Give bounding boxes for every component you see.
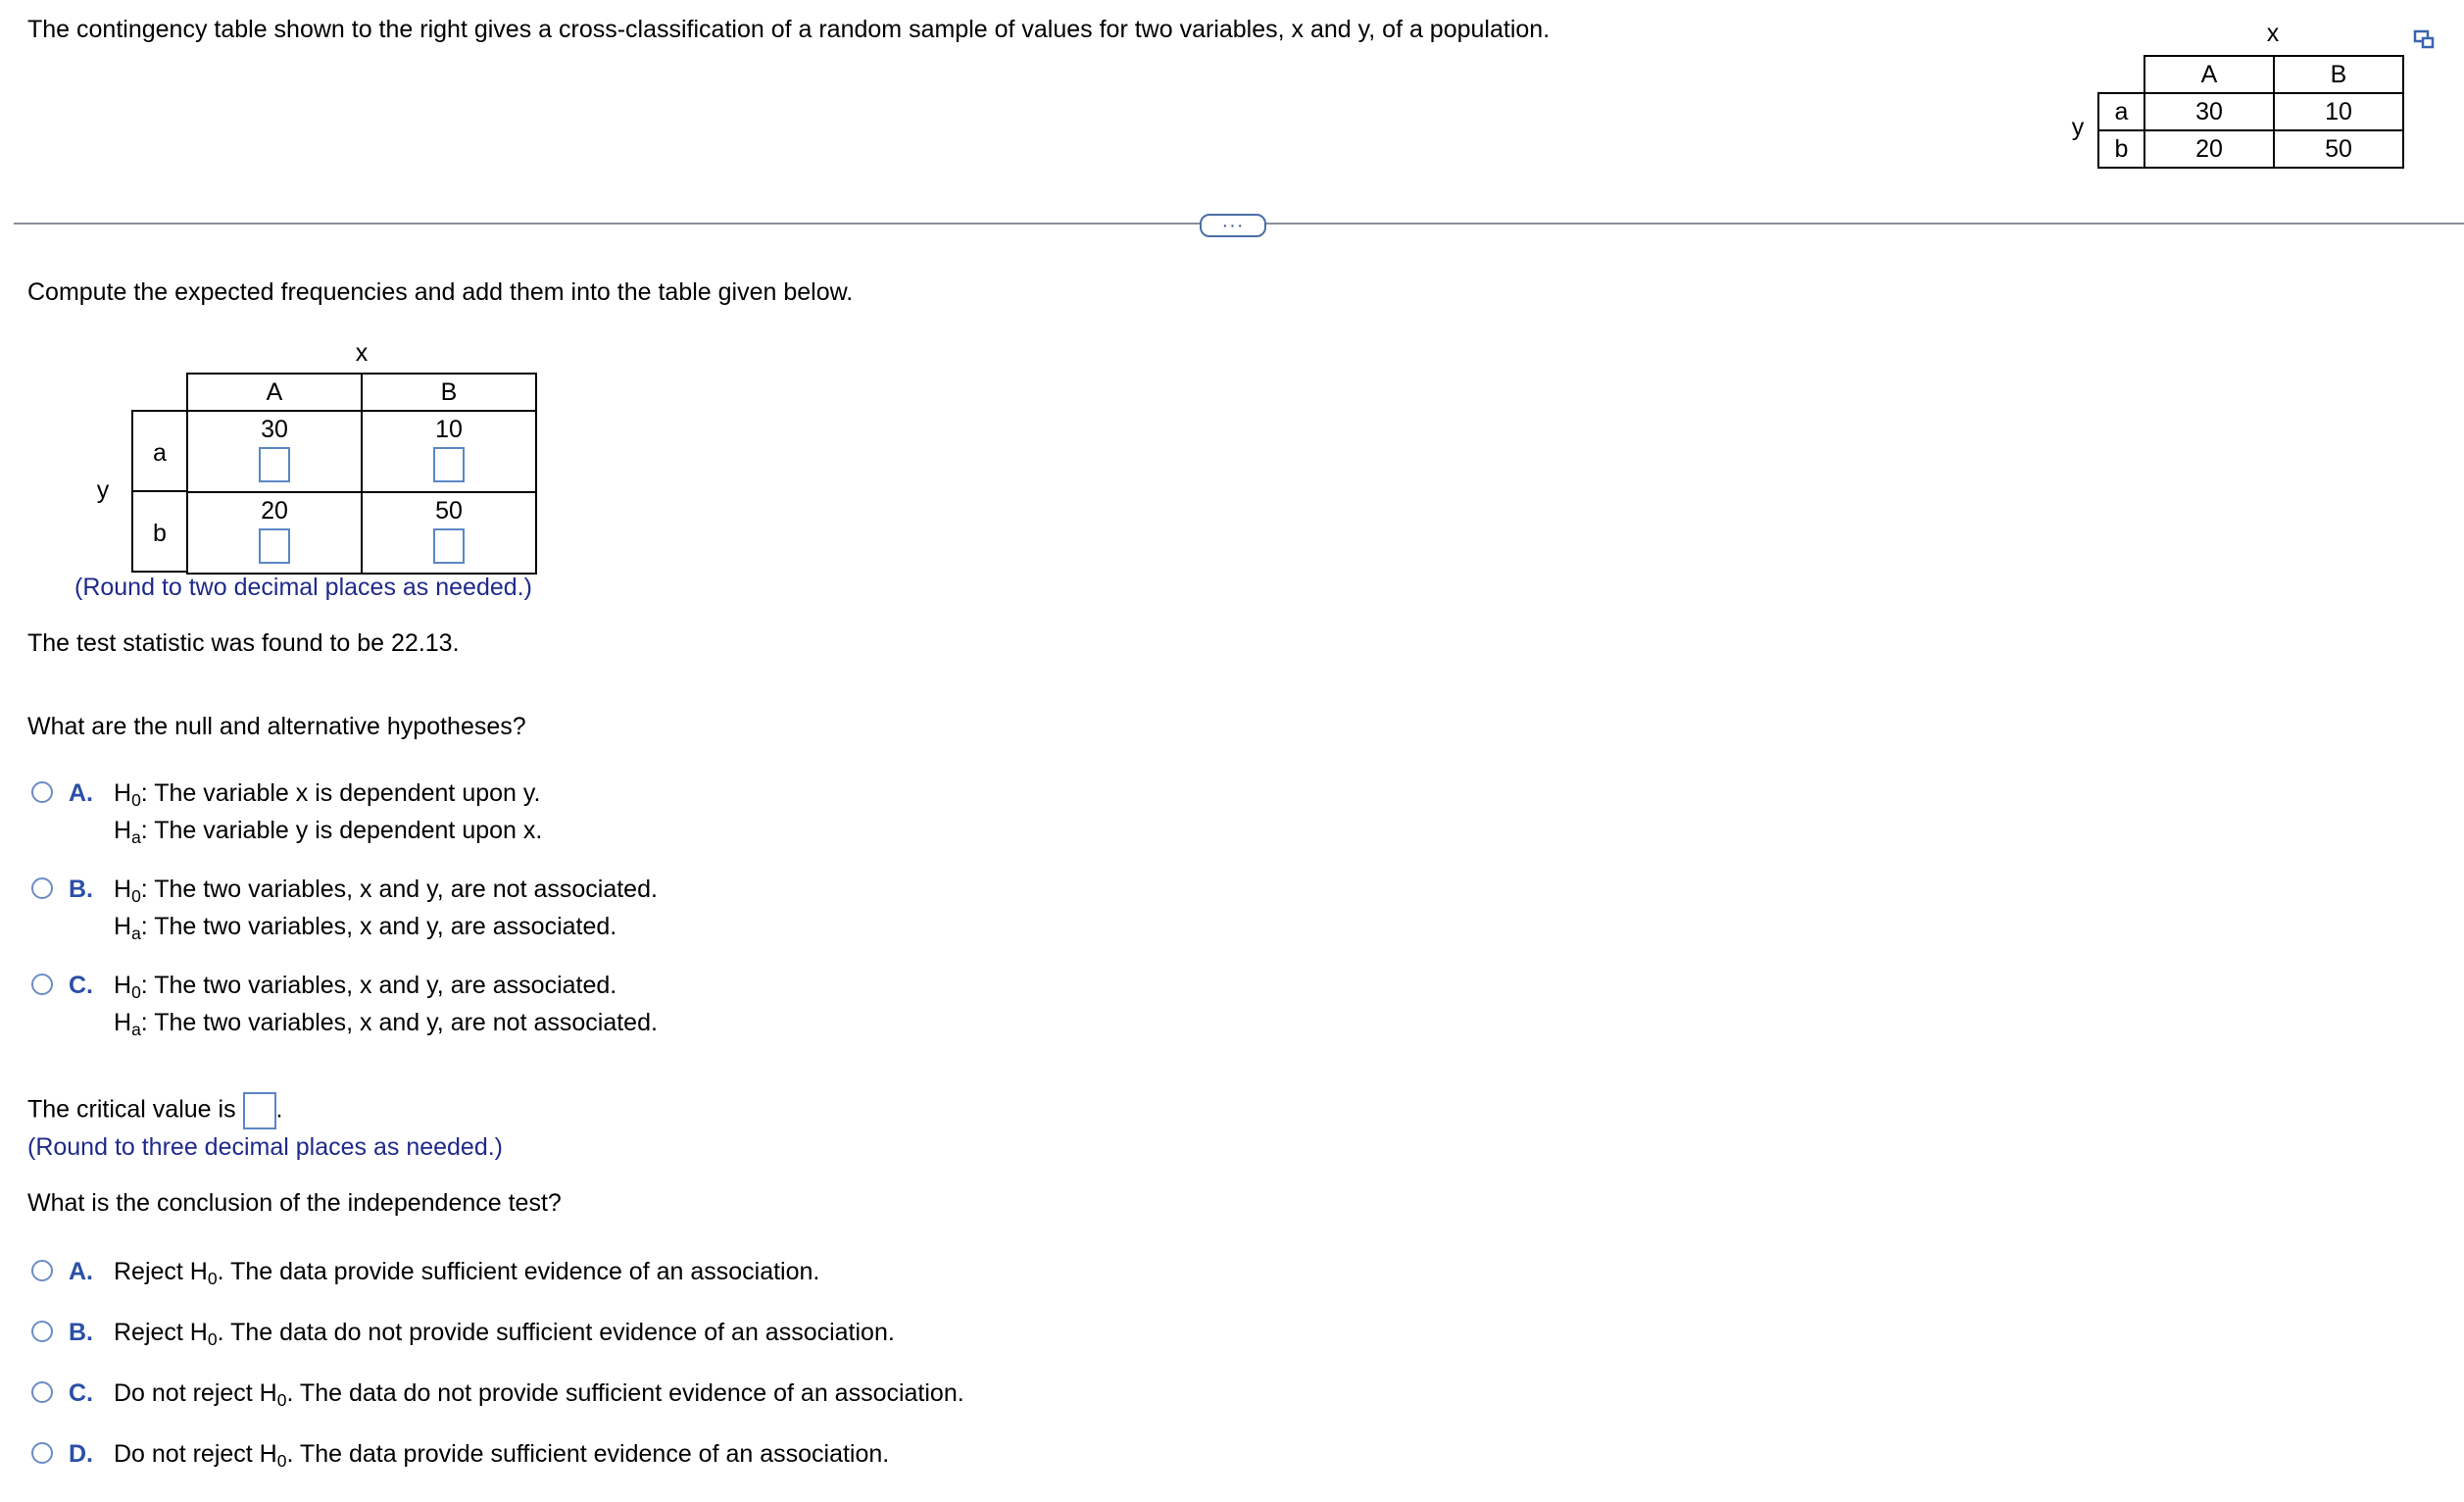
given-table-y-label: y xyxy=(2071,114,2085,141)
observed-value-b-b: 50 xyxy=(435,497,463,525)
more-options-button[interactable]: ··· xyxy=(1200,214,1266,237)
expected-row-header-b: b xyxy=(131,490,186,573)
expected-cell-b-a xyxy=(187,492,362,574)
given-contingency-table xyxy=(2097,55,2404,169)
conclusion-option-c-text[interactable] xyxy=(114,1379,964,1408)
given-cell-a-b: 10 xyxy=(2274,93,2403,130)
ha-symbol: H xyxy=(114,913,132,940)
expected-input-a-a[interactable] xyxy=(259,447,290,482)
conclusion-option-a-letter: A. xyxy=(69,1258,93,1285)
observed-value-b-a: 20 xyxy=(261,497,288,525)
h0-symbol: H xyxy=(114,876,132,903)
observed-value-a-a: 30 xyxy=(261,416,288,443)
round-three-note: (Round to three decimal places as needed.) xyxy=(27,1133,504,1161)
hypothesis-option-a-null[interactable] xyxy=(114,779,540,808)
expected-table-x-label: x xyxy=(355,339,369,367)
conclusion-option-d-letter: D. xyxy=(69,1440,93,1468)
expected-cell-a-a xyxy=(187,411,362,492)
intro-text: The contingency table shown to the right gives a cross-classification of a random sample of values for two variables, x and y, of a population. xyxy=(27,16,1551,43)
conclusion-option-a-text[interactable] xyxy=(114,1258,819,1286)
conclusion-c-post: . The data do not provide sufficient evidence of an association. xyxy=(286,1379,964,1407)
expected-cell-b-b xyxy=(362,492,536,574)
copy-icon[interactable] xyxy=(2413,28,2435,50)
expected-table-y-label: y xyxy=(96,476,110,504)
hypothesis-option-b-letter: B. xyxy=(69,876,93,903)
conclusion-option-d-text[interactable] xyxy=(114,1440,889,1469)
ha-subscript: a xyxy=(131,827,141,847)
round-two-note: (Round to two decimal places as needed.) xyxy=(74,574,532,601)
conclusion-c-pre: Do not reject H xyxy=(114,1379,277,1407)
expected-input-b-b[interactable] xyxy=(433,528,465,564)
observed-value-a-b: 10 xyxy=(435,416,463,443)
h0-symbol: H xyxy=(114,779,132,807)
hypothesis-option-c-null-text: : The two variables, x and y, are associated. xyxy=(140,972,617,999)
given-cell-b-a: 20 xyxy=(2144,130,2274,168)
hypothesis-option-a-letter: A. xyxy=(69,779,93,807)
given-table-corner xyxy=(2098,56,2144,93)
given-col-header-a: A xyxy=(2144,56,2274,93)
expected-row-header-a: a xyxy=(131,410,186,492)
conclusion-d-sub: 0 xyxy=(276,1451,287,1471)
expected-cell-a-b xyxy=(362,411,536,492)
conclusion-question: What is the conclusion of the independence test? xyxy=(27,1189,562,1217)
h0-symbol: H xyxy=(114,972,132,999)
critical-value-row xyxy=(27,1092,282,1129)
hypotheses-question: What are the null and alternative hypotheses? xyxy=(27,713,526,740)
conclusion-a-pre: Reject H xyxy=(114,1258,208,1285)
hypothesis-option-b-null-text: : The two variables, x and y, are not associated. xyxy=(140,876,658,903)
expected-col-header-a: A xyxy=(187,374,362,411)
expected-input-b-a[interactable] xyxy=(259,528,290,564)
ha-subscript: a xyxy=(131,924,141,943)
conclusion-option-b-letter: B. xyxy=(69,1319,93,1346)
conclusion-a-post: . The data provide sufficient evidence of an association. xyxy=(217,1258,820,1285)
critical-value-input[interactable] xyxy=(243,1092,276,1129)
ha-symbol: H xyxy=(114,1009,132,1036)
conclusion-b-sub: 0 xyxy=(207,1329,218,1349)
conclusion-option-b-text[interactable] xyxy=(114,1319,895,1347)
hypothesis-option-a-alt-text: : The variable y is dependent upon x. xyxy=(140,817,543,844)
conclusion-option-a-radio[interactable] xyxy=(31,1260,53,1281)
expected-frequencies-table xyxy=(186,373,537,575)
h0-subscript: 0 xyxy=(131,982,141,1002)
given-cell-b-b: 50 xyxy=(2274,130,2403,168)
hypothesis-option-c-null[interactable] xyxy=(114,972,616,1000)
hypothesis-option-b-alt-text: : The two variables, x and y, are associated. xyxy=(140,913,617,940)
hypothesis-option-a-radio[interactable] xyxy=(31,781,53,803)
hypothesis-option-a-alt[interactable] xyxy=(114,817,542,845)
conclusion-option-c-radio[interactable] xyxy=(31,1381,53,1403)
hypothesis-option-a-null-text: : The variable x is dependent upon y. xyxy=(140,779,541,807)
expected-frequencies-prompt: Compute the expected frequencies and add them into the table given below. xyxy=(27,278,854,306)
conclusion-b-pre: Reject H xyxy=(114,1319,208,1346)
conclusion-option-d-radio[interactable] xyxy=(31,1442,53,1464)
expected-input-a-b[interactable] xyxy=(433,447,465,482)
hypothesis-option-c-alt[interactable] xyxy=(114,1009,658,1037)
ha-subscript: a xyxy=(131,1020,141,1039)
conclusion-a-sub: 0 xyxy=(207,1269,218,1288)
critical-value-label: The critical value is xyxy=(27,1095,236,1124)
expected-col-header-b: B xyxy=(362,374,536,411)
given-table-x-label: x xyxy=(2266,20,2280,47)
given-col-header-b: B xyxy=(2274,56,2403,93)
h0-subscript: 0 xyxy=(131,790,141,810)
given-row-header-a: a xyxy=(2098,93,2144,130)
hypothesis-option-c-alt-text: : The two variables, x and y, are not associated. xyxy=(140,1009,658,1036)
conclusion-option-b-radio[interactable] xyxy=(31,1321,53,1342)
given-row-header-b: b xyxy=(2098,130,2144,168)
conclusion-option-c-letter: C. xyxy=(69,1379,93,1407)
hypothesis-option-c-letter: C. xyxy=(69,972,93,999)
given-cell-a-a: 30 xyxy=(2144,93,2274,130)
h0-subscript: 0 xyxy=(131,886,141,906)
test-statistic-text: The test statistic was found to be 22.13. xyxy=(27,629,460,657)
hypothesis-option-b-alt[interactable] xyxy=(114,913,616,941)
hypothesis-option-b-null[interactable] xyxy=(114,876,658,904)
conclusion-d-post: . The data provide sufficient evidence of an association. xyxy=(286,1440,890,1468)
ha-symbol: H xyxy=(114,817,132,844)
critical-value-period: . xyxy=(275,1095,283,1124)
conclusion-c-sub: 0 xyxy=(276,1390,287,1410)
conclusion-d-pre: Do not reject H xyxy=(114,1440,277,1468)
hypothesis-option-b-radio[interactable] xyxy=(31,877,53,899)
hypothesis-option-c-radio[interactable] xyxy=(31,974,53,995)
conclusion-b-post: . The data do not provide sufficient evidence of an association. xyxy=(217,1319,895,1346)
